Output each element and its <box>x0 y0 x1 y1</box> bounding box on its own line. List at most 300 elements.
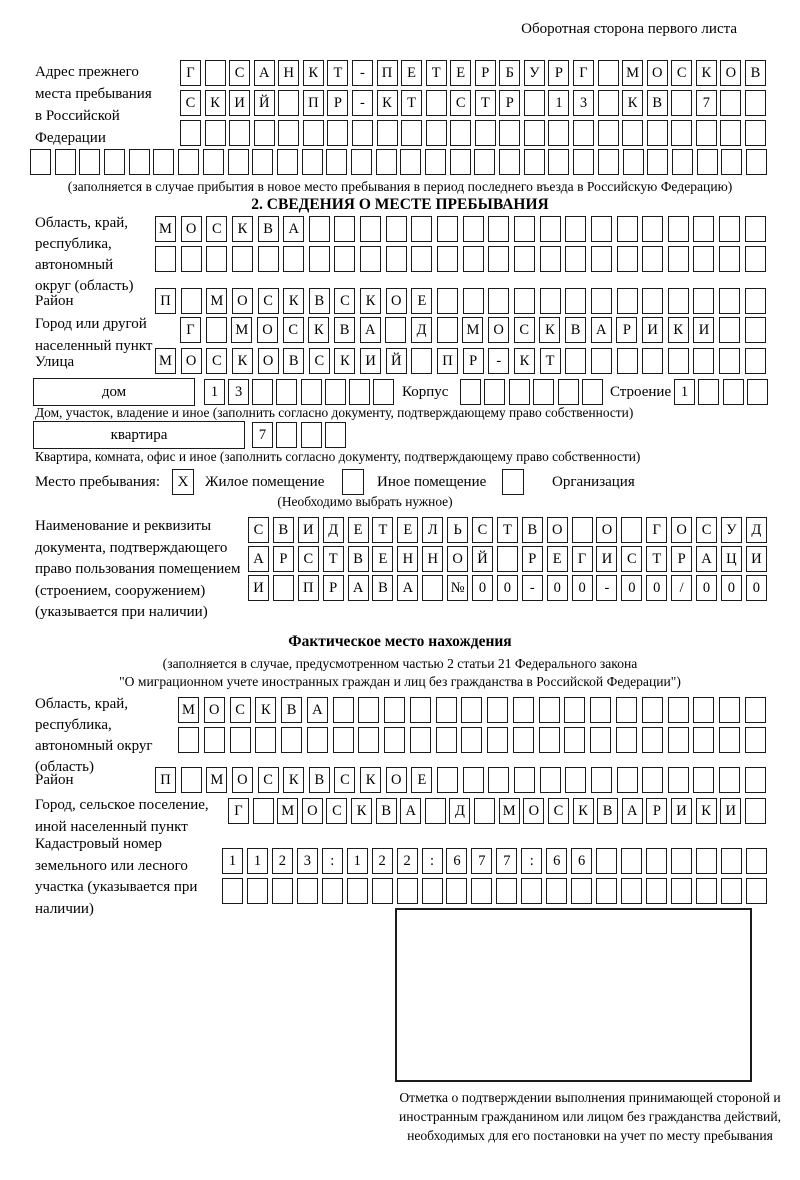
char-box[interactable] <box>471 878 492 904</box>
char-box[interactable]: Н <box>422 546 443 572</box>
char-box[interactable]: В <box>565 317 586 343</box>
char-box[interactable]: К <box>308 317 329 343</box>
char-box[interactable]: В <box>647 90 668 116</box>
char-box[interactable] <box>693 727 714 753</box>
char-box[interactable] <box>524 120 545 146</box>
char-box[interactable] <box>540 767 561 793</box>
char-box[interactable]: А <box>696 546 717 572</box>
char-box[interactable] <box>513 697 534 723</box>
char-box[interactable] <box>272 878 293 904</box>
char-box[interactable] <box>496 878 517 904</box>
char-box[interactable] <box>222 878 243 904</box>
char-box[interactable]: Р <box>522 546 543 572</box>
char-box[interactable]: 1 <box>674 379 695 405</box>
char-box[interactable] <box>564 727 585 753</box>
char-box[interactable]: С <box>283 317 304 343</box>
char-box[interactable] <box>642 348 663 374</box>
char-box[interactable] <box>696 878 717 904</box>
char-box[interactable]: И <box>229 90 250 116</box>
char-box[interactable] <box>514 767 535 793</box>
char-box[interactable] <box>436 697 457 723</box>
char-box[interactable] <box>347 878 368 904</box>
char-box[interactable] <box>719 348 740 374</box>
char-box[interactable]: М <box>499 798 520 824</box>
char-box[interactable]: Е <box>450 60 471 86</box>
char-box[interactable]: Т <box>426 60 447 86</box>
char-box[interactable]: 3 <box>573 90 594 116</box>
char-box[interactable]: В <box>273 517 294 543</box>
char-box[interactable] <box>322 878 343 904</box>
char-box[interactable]: М <box>622 60 643 86</box>
char-box[interactable] <box>437 767 458 793</box>
char-box[interactable] <box>437 246 458 272</box>
char-box[interactable]: Ь <box>447 517 468 543</box>
char-box[interactable] <box>411 216 432 242</box>
char-box[interactable] <box>693 216 714 242</box>
char-box[interactable]: Д <box>323 517 344 543</box>
char-box[interactable]: В <box>281 697 302 723</box>
char-box[interactable] <box>258 246 279 272</box>
char-box[interactable] <box>514 288 535 314</box>
char-box[interactable] <box>671 878 692 904</box>
char-box[interactable] <box>642 697 663 723</box>
char-box[interactable]: 0 <box>746 575 767 601</box>
char-box[interactable]: О <box>204 697 225 723</box>
char-box[interactable]: С <box>514 317 535 343</box>
char-box[interactable]: И <box>360 348 381 374</box>
char-box[interactable] <box>334 246 355 272</box>
char-box[interactable]: О <box>258 348 279 374</box>
char-box[interactable]: Е <box>411 288 432 314</box>
char-box[interactable]: А <box>254 60 275 86</box>
char-box[interactable] <box>668 348 689 374</box>
char-box[interactable]: У <box>524 60 545 86</box>
char-box[interactable] <box>410 727 431 753</box>
char-box[interactable] <box>591 767 612 793</box>
char-box[interactable]: М <box>178 697 199 723</box>
char-box[interactable]: 1 <box>247 848 268 874</box>
char-box[interactable]: 7 <box>471 848 492 874</box>
char-box[interactable] <box>540 216 561 242</box>
char-box[interactable] <box>719 288 740 314</box>
char-box[interactable]: Р <box>273 546 294 572</box>
char-box[interactable] <box>617 246 638 272</box>
char-box[interactable]: 1 <box>204 379 225 405</box>
char-box[interactable] <box>745 288 766 314</box>
char-box[interactable] <box>598 60 619 86</box>
char-box[interactable]: А <box>360 317 381 343</box>
char-box[interactable] <box>565 246 586 272</box>
char-box[interactable] <box>616 697 637 723</box>
char-box[interactable] <box>696 120 717 146</box>
char-box[interactable]: 0 <box>721 575 742 601</box>
char-box[interactable]: У <box>721 517 742 543</box>
char-box[interactable] <box>745 697 766 723</box>
char-box[interactable] <box>598 120 619 146</box>
char-box[interactable]: К <box>232 348 253 374</box>
char-box[interactable]: Е <box>348 517 369 543</box>
char-box[interactable] <box>565 288 586 314</box>
char-box[interactable] <box>181 767 202 793</box>
char-box[interactable] <box>360 246 381 272</box>
char-box[interactable]: С <box>258 767 279 793</box>
char-box[interactable] <box>622 120 643 146</box>
char-box[interactable] <box>697 149 718 175</box>
char-box[interactable]: 7 <box>496 848 517 874</box>
char-box[interactable]: Е <box>401 60 422 86</box>
residential-checkbox[interactable]: X <box>172 469 194 495</box>
char-box[interactable] <box>253 798 274 824</box>
char-box[interactable] <box>499 149 520 175</box>
char-box[interactable] <box>514 216 535 242</box>
char-box[interactable]: Р <box>499 90 520 116</box>
char-box[interactable] <box>540 246 561 272</box>
char-box[interactable] <box>617 767 638 793</box>
char-box[interactable] <box>642 216 663 242</box>
char-box[interactable]: С <box>548 798 569 824</box>
char-box[interactable] <box>377 120 398 146</box>
char-box[interactable] <box>745 90 766 116</box>
char-box[interactable] <box>621 517 642 543</box>
char-box[interactable] <box>277 149 298 175</box>
char-box[interactable]: В <box>283 348 304 374</box>
char-box[interactable]: К <box>622 90 643 116</box>
char-box[interactable] <box>384 727 405 753</box>
char-box[interactable]: - <box>352 90 373 116</box>
char-box[interactable]: 0 <box>497 575 518 601</box>
char-box[interactable] <box>524 90 545 116</box>
char-box[interactable] <box>642 246 663 272</box>
char-box[interactable]: 0 <box>572 575 593 601</box>
char-box[interactable] <box>668 288 689 314</box>
char-box[interactable] <box>723 379 744 405</box>
char-box[interactable] <box>386 246 407 272</box>
char-box[interactable] <box>206 317 227 343</box>
char-box[interactable] <box>719 697 740 723</box>
char-box[interactable]: В <box>597 798 618 824</box>
char-box[interactable] <box>303 120 324 146</box>
char-box[interactable] <box>746 149 767 175</box>
char-box[interactable]: П <box>298 575 319 601</box>
char-box[interactable]: О <box>596 517 617 543</box>
char-box[interactable] <box>358 727 379 753</box>
char-box[interactable] <box>475 120 496 146</box>
char-box[interactable]: К <box>696 798 717 824</box>
char-box[interactable] <box>278 90 299 116</box>
char-box[interactable]: О <box>386 767 407 793</box>
char-box[interactable] <box>672 149 693 175</box>
char-box[interactable]: А <box>397 575 418 601</box>
char-box[interactable]: И <box>693 317 714 343</box>
char-box[interactable] <box>721 878 742 904</box>
char-box[interactable] <box>204 727 225 753</box>
char-box[interactable] <box>326 149 347 175</box>
char-box[interactable] <box>497 546 518 572</box>
char-box[interactable] <box>203 149 224 175</box>
char-box[interactable] <box>745 120 766 146</box>
char-box[interactable] <box>573 149 594 175</box>
char-box[interactable]: 6 <box>571 848 592 874</box>
char-box[interactable] <box>546 878 567 904</box>
char-box[interactable] <box>642 727 663 753</box>
char-box[interactable]: К <box>573 798 594 824</box>
char-box[interactable] <box>565 216 586 242</box>
char-box[interactable] <box>719 317 740 343</box>
char-box[interactable] <box>598 149 619 175</box>
char-box[interactable] <box>565 767 586 793</box>
char-box[interactable] <box>255 727 276 753</box>
char-box[interactable] <box>252 149 273 175</box>
char-box[interactable] <box>474 798 495 824</box>
char-box[interactable]: 2 <box>372 848 393 874</box>
char-box[interactable]: О <box>232 767 253 793</box>
char-box[interactable]: В <box>348 546 369 572</box>
char-box[interactable]: № <box>447 575 468 601</box>
char-box[interactable]: 0 <box>646 575 667 601</box>
char-box[interactable]: А <box>348 575 369 601</box>
char-box[interactable] <box>232 246 253 272</box>
char-box[interactable]: Ц <box>721 546 742 572</box>
char-box[interactable] <box>283 246 304 272</box>
char-box[interactable] <box>745 767 766 793</box>
char-box[interactable] <box>488 216 509 242</box>
char-box[interactable] <box>571 878 592 904</box>
char-box[interactable] <box>582 379 603 405</box>
char-box[interactable] <box>617 288 638 314</box>
char-box[interactable] <box>487 727 508 753</box>
char-box[interactable] <box>276 379 297 405</box>
char-box[interactable] <box>548 120 569 146</box>
char-box[interactable] <box>488 767 509 793</box>
char-box[interactable]: - <box>488 348 509 374</box>
char-box[interactable] <box>719 246 740 272</box>
char-box[interactable] <box>668 727 689 753</box>
char-box[interactable]: М <box>277 798 298 824</box>
char-box[interactable]: 0 <box>472 575 493 601</box>
char-box[interactable]: В <box>334 317 355 343</box>
char-box[interactable]: С <box>206 348 227 374</box>
char-box[interactable] <box>422 878 443 904</box>
char-box[interactable]: О <box>181 348 202 374</box>
char-box[interactable]: Б <box>499 60 520 86</box>
char-box[interactable] <box>426 120 447 146</box>
char-box[interactable] <box>463 246 484 272</box>
char-box[interactable] <box>487 697 508 723</box>
char-box[interactable] <box>301 422 322 448</box>
char-box[interactable]: Р <box>616 317 637 343</box>
char-box[interactable]: П <box>303 90 324 116</box>
char-box[interactable] <box>155 246 176 272</box>
char-box[interactable]: С <box>298 546 319 572</box>
char-box[interactable] <box>206 246 227 272</box>
char-box[interactable] <box>621 878 642 904</box>
char-box[interactable] <box>351 149 372 175</box>
char-box[interactable]: Г <box>572 546 593 572</box>
char-box[interactable]: И <box>596 546 617 572</box>
char-box[interactable]: М <box>155 216 176 242</box>
char-box[interactable] <box>178 727 199 753</box>
char-box[interactable] <box>671 848 692 874</box>
char-box[interactable] <box>273 575 294 601</box>
char-box[interactable] <box>745 317 766 343</box>
char-box[interactable]: К <box>360 288 381 314</box>
char-box[interactable]: 2 <box>272 848 293 874</box>
char-box[interactable] <box>104 149 125 175</box>
char-box[interactable] <box>373 379 394 405</box>
char-box[interactable] <box>254 120 275 146</box>
char-box[interactable] <box>425 149 446 175</box>
char-box[interactable]: Т <box>475 90 496 116</box>
char-box[interactable] <box>463 767 484 793</box>
char-box[interactable] <box>720 120 741 146</box>
char-box[interactable]: С <box>248 517 269 543</box>
char-box[interactable] <box>596 878 617 904</box>
char-box[interactable] <box>720 90 741 116</box>
char-box[interactable] <box>463 216 484 242</box>
char-box[interactable] <box>360 216 381 242</box>
char-box[interactable] <box>572 517 593 543</box>
char-box[interactable]: С <box>621 546 642 572</box>
char-box[interactable]: Р <box>671 546 692 572</box>
char-box[interactable] <box>153 149 174 175</box>
char-box[interactable]: О <box>386 288 407 314</box>
char-box[interactable] <box>302 149 323 175</box>
char-box[interactable]: 6 <box>446 848 467 874</box>
char-box[interactable] <box>301 379 322 405</box>
char-box[interactable]: 2 <box>397 848 418 874</box>
char-box[interactable] <box>745 727 766 753</box>
char-box[interactable]: О <box>523 798 544 824</box>
char-box[interactable] <box>386 216 407 242</box>
char-box[interactable] <box>719 727 740 753</box>
char-box[interactable]: : <box>521 848 542 874</box>
char-box[interactable] <box>591 348 612 374</box>
char-box[interactable]: К <box>514 348 535 374</box>
char-box[interactable] <box>646 848 667 874</box>
char-box[interactable]: 3 <box>228 379 249 405</box>
char-box[interactable] <box>745 798 766 824</box>
char-box[interactable]: Т <box>401 90 422 116</box>
char-box[interactable] <box>488 288 509 314</box>
char-box[interactable] <box>621 848 642 874</box>
char-box[interactable]: П <box>155 767 176 793</box>
char-box[interactable] <box>668 246 689 272</box>
char-box[interactable] <box>745 246 766 272</box>
char-box[interactable]: С <box>180 90 201 116</box>
char-box[interactable]: С <box>450 90 471 116</box>
char-box[interactable] <box>352 120 373 146</box>
char-box[interactable] <box>598 90 619 116</box>
char-box[interactable] <box>411 348 432 374</box>
char-box[interactable]: Р <box>548 60 569 86</box>
char-box[interactable]: 7 <box>696 90 717 116</box>
char-box[interactable]: 0 <box>547 575 568 601</box>
char-box[interactable]: : <box>422 848 443 874</box>
char-box[interactable] <box>693 767 714 793</box>
char-box[interactable] <box>385 317 406 343</box>
char-box[interactable]: В <box>372 575 393 601</box>
char-box[interactable]: Г <box>228 798 249 824</box>
char-box[interactable] <box>463 288 484 314</box>
char-box[interactable]: Й <box>254 90 275 116</box>
char-box[interactable] <box>539 727 560 753</box>
char-box[interactable]: С <box>206 216 227 242</box>
char-box[interactable]: Г <box>180 60 201 86</box>
char-box[interactable] <box>721 149 742 175</box>
char-box[interactable]: 7 <box>252 422 273 448</box>
char-box[interactable]: М <box>462 317 483 343</box>
char-box[interactable]: С <box>696 517 717 543</box>
char-box[interactable] <box>376 149 397 175</box>
char-box[interactable] <box>181 246 202 272</box>
char-box[interactable] <box>693 348 714 374</box>
char-box[interactable]: О <box>447 546 468 572</box>
char-box[interactable] <box>309 216 330 242</box>
char-box[interactable]: Л <box>422 517 443 543</box>
char-box[interactable]: Р <box>327 90 348 116</box>
char-box[interactable]: : <box>322 848 343 874</box>
char-box[interactable] <box>205 120 226 146</box>
char-box[interactable]: М <box>206 288 227 314</box>
char-box[interactable]: О <box>302 798 323 824</box>
char-box[interactable]: Т <box>540 348 561 374</box>
other-premises-checkbox[interactable] <box>342 469 364 495</box>
char-box[interactable]: К <box>696 60 717 86</box>
char-box[interactable]: С <box>334 288 355 314</box>
char-box[interactable]: Н <box>397 546 418 572</box>
char-box[interactable] <box>591 288 612 314</box>
char-box[interactable]: К <box>303 60 324 86</box>
char-box[interactable] <box>181 288 202 314</box>
char-box[interactable]: Д <box>746 517 767 543</box>
char-box[interactable]: П <box>377 60 398 86</box>
char-box[interactable] <box>499 120 520 146</box>
char-box[interactable]: К <box>283 767 304 793</box>
char-box[interactable] <box>460 379 481 405</box>
char-box[interactable] <box>397 878 418 904</box>
char-box[interactable]: И <box>248 575 269 601</box>
char-box[interactable] <box>349 379 370 405</box>
char-box[interactable]: Р <box>463 348 484 374</box>
char-box[interactable] <box>591 246 612 272</box>
char-box[interactable] <box>698 379 719 405</box>
char-box[interactable] <box>623 149 644 175</box>
char-box[interactable]: И <box>671 798 692 824</box>
char-box[interactable] <box>488 246 509 272</box>
char-box[interactable] <box>693 246 714 272</box>
char-box[interactable] <box>521 878 542 904</box>
char-box[interactable]: Е <box>397 517 418 543</box>
char-box[interactable]: - <box>596 575 617 601</box>
char-box[interactable] <box>671 120 692 146</box>
char-box[interactable] <box>276 422 297 448</box>
char-box[interactable] <box>617 216 638 242</box>
char-box[interactable]: О <box>181 216 202 242</box>
char-box[interactable]: М <box>155 348 176 374</box>
char-box[interactable]: Г <box>573 60 594 86</box>
char-box[interactable] <box>721 848 742 874</box>
char-box[interactable]: В <box>376 798 397 824</box>
char-box[interactable]: 1 <box>222 848 243 874</box>
char-box[interactable]: О <box>547 517 568 543</box>
char-box[interactable] <box>228 149 249 175</box>
char-box[interactable] <box>401 120 422 146</box>
char-box[interactable] <box>746 878 767 904</box>
char-box[interactable]: Т <box>327 60 348 86</box>
char-box[interactable] <box>693 288 714 314</box>
char-box[interactable] <box>642 288 663 314</box>
char-box[interactable]: П <box>155 288 176 314</box>
